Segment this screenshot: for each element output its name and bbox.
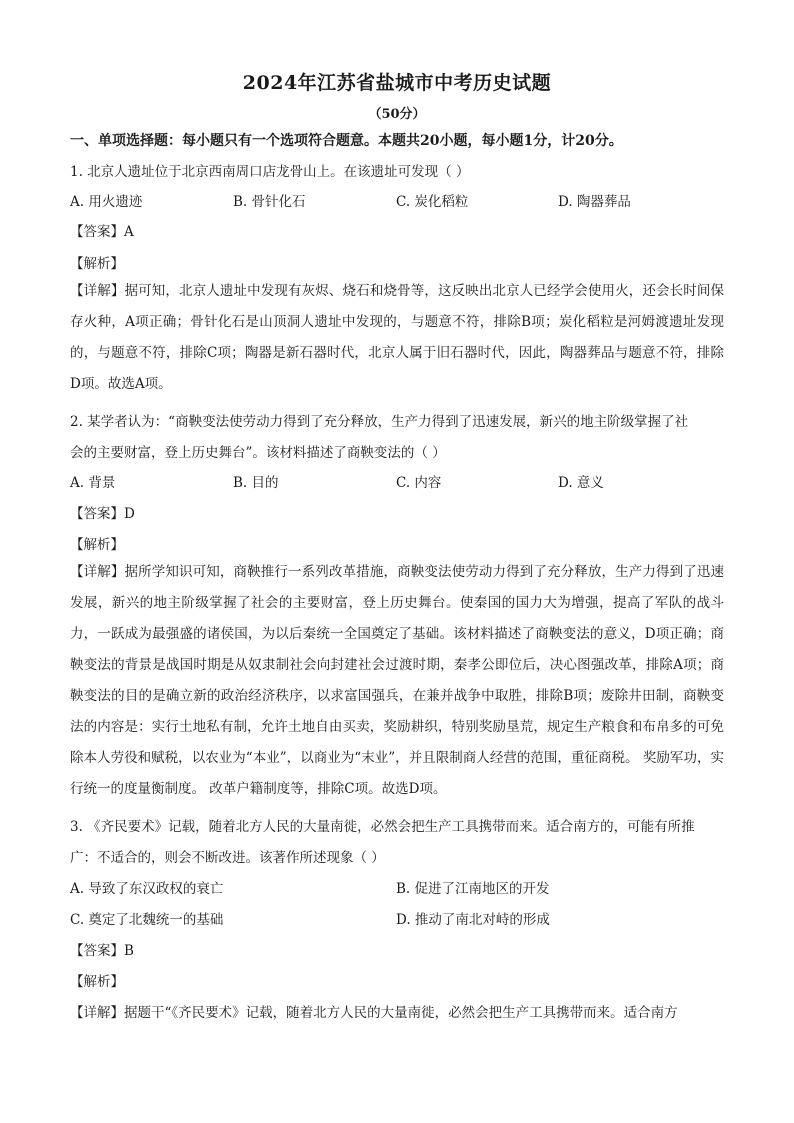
q2-answer: [70, 502, 135, 522]
q2-answer-value: D: [124, 506, 135, 522]
q1-option-b: B. 骨针化石: [233, 194, 306, 210]
q1-option-c: C. 炭化稻粒: [396, 194, 469, 210]
question-3-stem-line2: 广：不适合的，则会不断改进。该著作所述现象（ ）: [70, 850, 385, 866]
q1-detail: [70, 276, 724, 400]
q3-option-a: A. 导致了东汉政权的衰亡: [70, 881, 224, 897]
q3-detail: [70, 1001, 678, 1021]
q1-answer-value: A: [124, 224, 134, 240]
q2-detail-text: 据所学知识可知，商鞅推行一系列改革措施，商鞅变法使劳动力得到了充分释放，生产力得到了迅速发展，新兴的地主阶级掌握了社会的主要财富，登上历史舞台。使秦国的国力大为增强，提高了军队的战斗力，一跃成为最强盛的诸侯国，为以后秦统一全国奠定了基础。该材料描述了商鞅变法的意义，D项正确；商鞅变法的背景是战国时期是从奴隶制社会向封建社会过渡时期，秦孝公即位后，决心图强改革，排除A项；商鞅变法的目的是确立新的政治经济秩序，以求富国强兵，在兼并战争中取胜，排除B项；废除井田制，商鞅变法的内容是：实行土地私有制，允许土地自由买卖，奖励耕织，特别奖励垦荒，规定生产粮食和布帛多的可免除本人劳役和赋税，以农业为“本业”，以商业为“末业”，并且限制商人经营的范围，重征商税。 奖励军功，实行统一的度量衡制度。 改革户籍制度等，排除C项。故选D项。: [70, 564, 725, 797]
question-1-stem: 1. 北京人遗址位于北京西南周口店龙骨山上。在该遗址可发现（ ）: [70, 164, 470, 180]
detail-label: 【详解】: [70, 283, 125, 299]
detail-label: 【详解】: [70, 1005, 124, 1021]
q1-answer: [70, 220, 134, 240]
q3-option-b: B. 促进了江南地区的开发: [396, 881, 550, 897]
question-2-stem-line2: 会的主要财富，登上历史舞台”。该材料描述了商鞅变法的（ ）: [70, 445, 446, 461]
question-3-stem-line1: 3. 《齐民要术》记载，随着北方人民的大量南徙，必然会把生产工具携带而来。适合南方的，可能有所推: [70, 819, 695, 835]
detail-label: 【详解】: [70, 564, 125, 580]
q2-option-b: B. 目的: [233, 475, 279, 491]
q2-option-c: C. 内容: [396, 475, 442, 491]
page-title: 2024年江苏省盐城市中考历史试题: [242, 72, 552, 94]
q2-option-a: A. 背景: [70, 475, 116, 491]
answer-label: 【答案】: [70, 506, 124, 522]
q1-detail-text: 据可知，北京人遗址中发现有灰烬、烧石和烧骨等，这反映出北京人已经学会使用火，还会长时间保存火种，A项正确；骨针化石是山顶洞人遗址中发现的，与题意不符，排除B项；炭化稻粒是河姆渡遗址发现的，与题意不符，排除C项；陶器是新石器时代，北京人属于旧石器时代，因此，陶器葬品与题意不符，排除D项。故选A项。: [70, 283, 725, 392]
total-score: （50分）: [368, 107, 426, 122]
q1-option-d: D. 陶器葬品: [558, 194, 631, 210]
q3-answer-value: B: [124, 943, 134, 959]
q3-answer: [70, 939, 134, 959]
q2-analysis-label: 【解析】: [70, 537, 124, 553]
q3-option-c: C. 奠定了北魏统一的基础: [70, 912, 224, 928]
q2-detail: [70, 557, 724, 805]
q3-detail-text: 据题干“《齐民要术》记载，随着北方人民的大量南徙，必然会把生产工具携带而来。适合南方: [124, 1005, 678, 1021]
answer-label: 【答案】: [70, 224, 124, 240]
q2-option-d: D. 意义: [558, 475, 604, 491]
q1-option-a: A. 用火遗迹: [70, 194, 143, 210]
q3-option-d: D. 推动了南北对峙的形成: [396, 912, 550, 928]
q1-analysis-label: 【解析】: [70, 256, 124, 272]
answer-label: 【答案】: [70, 943, 124, 959]
q3-analysis-label: 【解析】: [70, 974, 124, 990]
section-heading: 一、单项选择题：每小题只有一个选项符合题意。本题共20小题，每小题1分，计20分。: [70, 133, 623, 149]
question-2-stem-line1: 2. 某学者认为：“商鞅变法使劳动力得到了充分释放，生产力得到了迅速发展，新兴的地主阶级掌握了社: [70, 414, 689, 430]
